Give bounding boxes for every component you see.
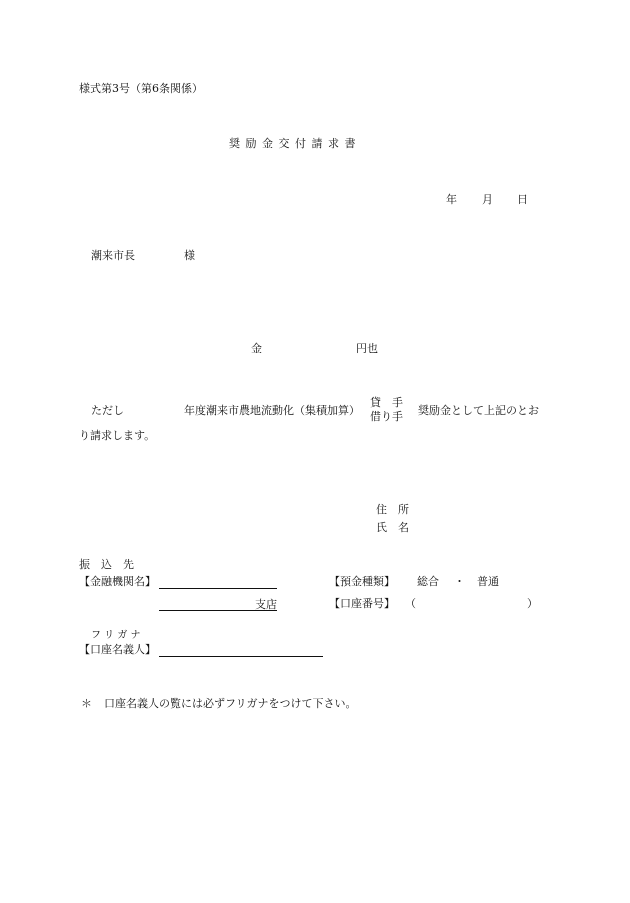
date-month: 月 [482, 193, 493, 206]
deposit-ordinary[interactable]: 普通 [477, 575, 499, 588]
amount-suffix: 円也 [356, 342, 378, 355]
deposit-general[interactable]: 総合 [417, 575, 439, 588]
body-program: 年度潮来市農地流動化（集積加算） [184, 404, 360, 417]
addressee-honorific: 様 [184, 249, 195, 262]
role-borrower: 借り手 [370, 410, 403, 423]
role-lender: 貸 手 [370, 396, 403, 409]
body-continuation: り請求します。 [79, 429, 156, 442]
account-label: 【口座番号】 [329, 597, 395, 610]
address-label: 住 所 [376, 503, 409, 516]
branch-suffix: 支店 [255, 598, 277, 611]
bank-field[interactable] [159, 575, 277, 589]
bank-label: 【金融機関名】 [79, 575, 156, 588]
transfer-heading: 振 込 先 [79, 558, 134, 571]
note-mark: ＊ [81, 697, 92, 710]
deposit-type-label: 【預金種類】 [329, 575, 395, 588]
holder-label: 【口座名義人】 [79, 643, 156, 656]
name-label: 氏 名 [376, 521, 409, 534]
body-text-after: 奨励金として上記のとお [418, 404, 539, 417]
body-lead: ただし [91, 404, 124, 417]
document-title: 奨 励 金 交 付 請 求 書 [229, 137, 357, 150]
amount-prefix: 金 [251, 342, 262, 355]
account-paren-close: ） [527, 597, 538, 610]
account-paren-open: （ [405, 597, 416, 610]
deposit-separator: ・ [454, 575, 465, 588]
addressee-name: 潮来市長 [91, 249, 135, 262]
form-number: 様式第3号（第6条関係） [79, 82, 203, 95]
holder-field[interactable] [159, 643, 323, 657]
furigana-label: フ リ ガ ナ [91, 630, 141, 641]
date-day: 日 [517, 193, 528, 206]
role-stack [370, 396, 403, 424]
branch-field[interactable] [159, 597, 277, 611]
date-year: 年 [446, 193, 457, 206]
note-text: 口座名義人の覧には必ずフリガナをつけて下さい。 [104, 697, 357, 710]
